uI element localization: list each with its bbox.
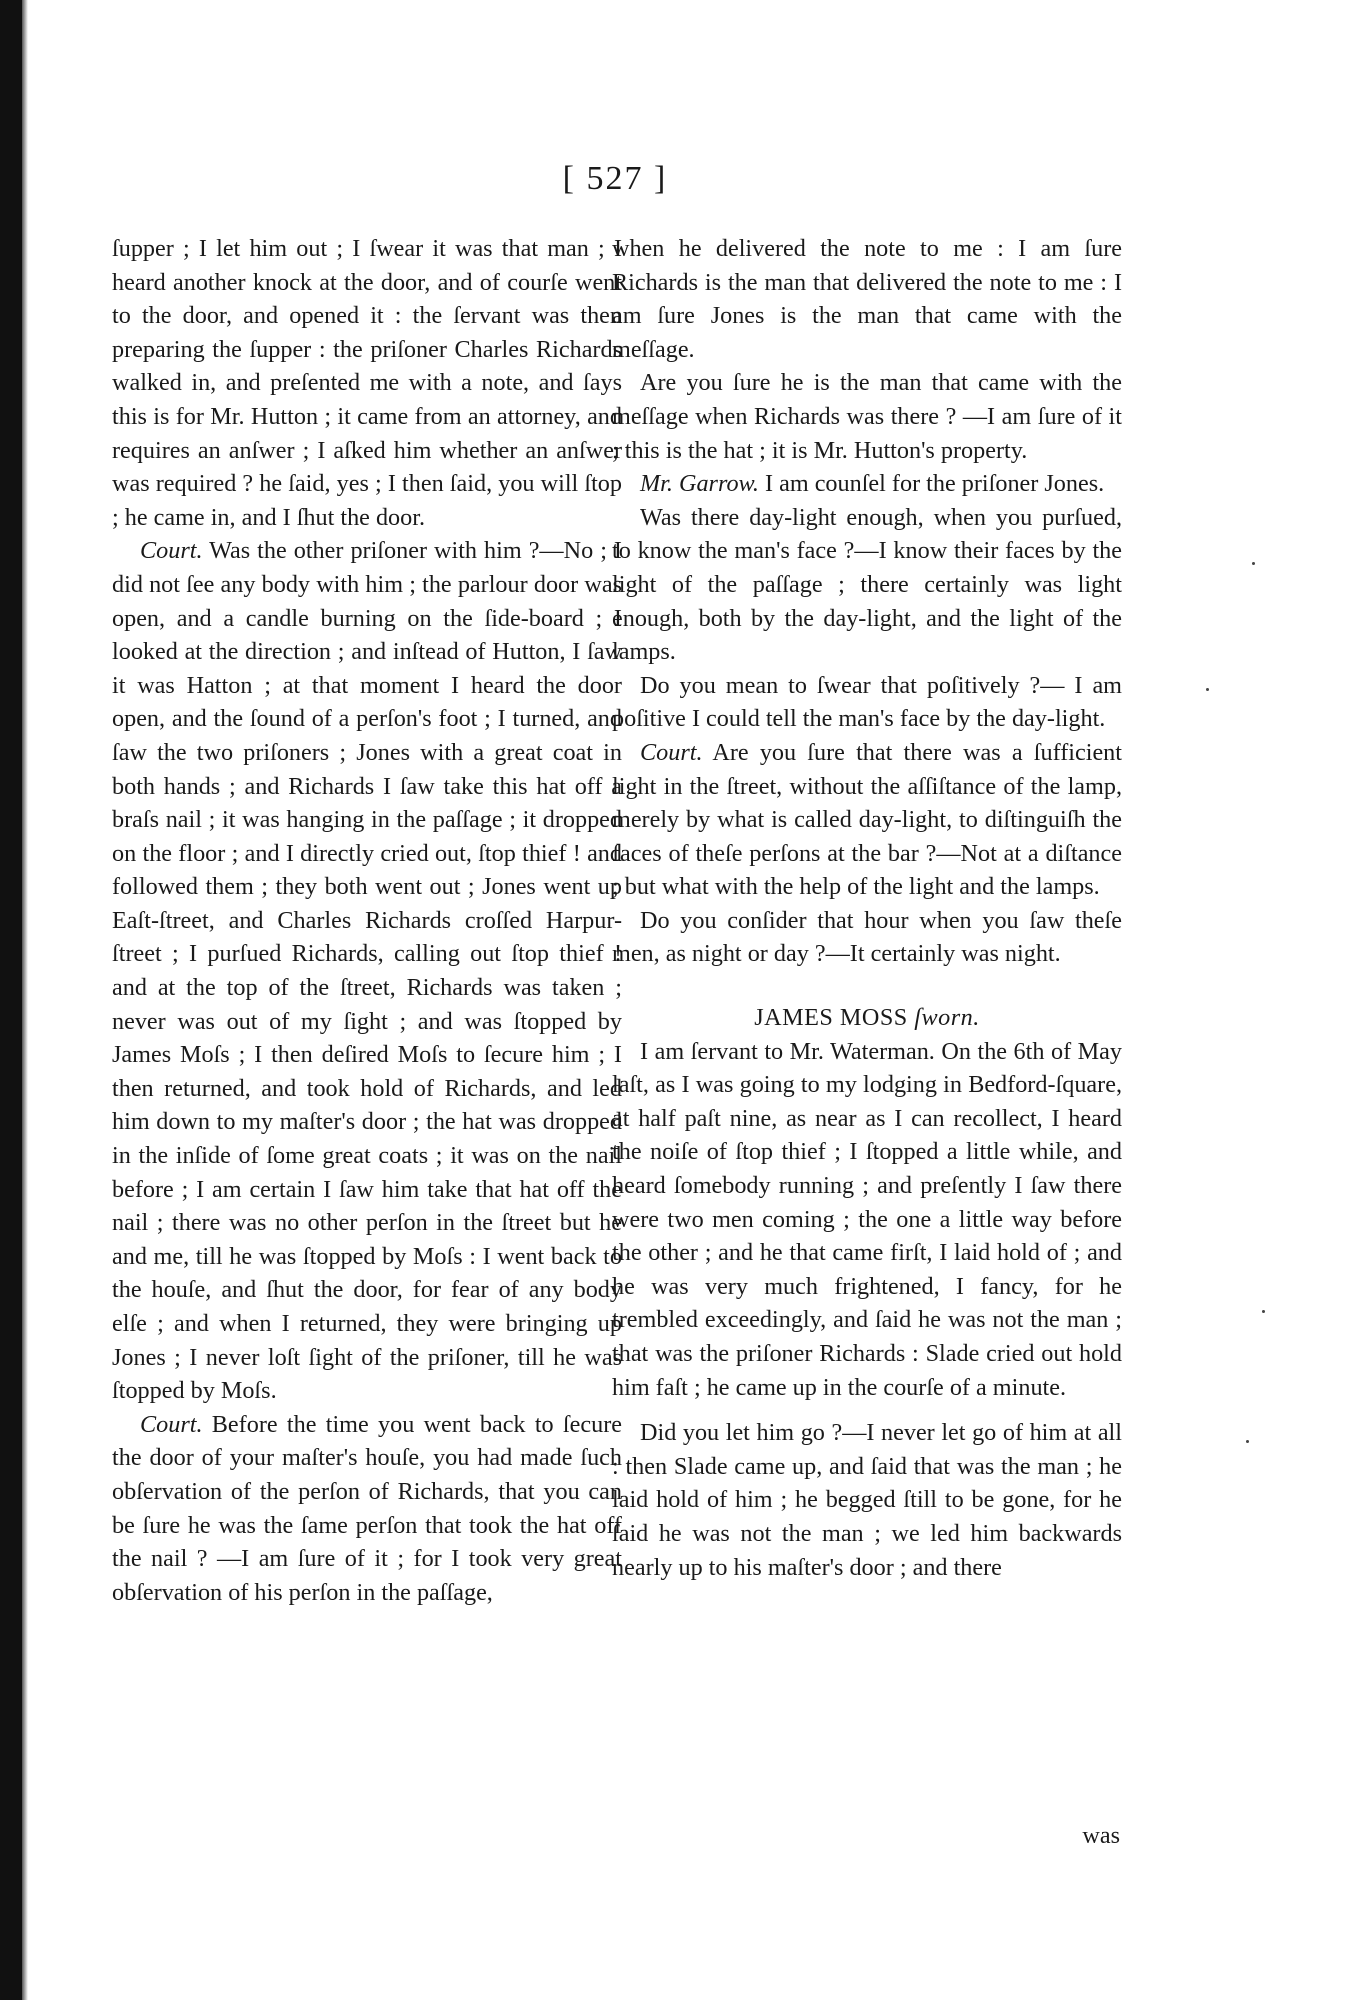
testimony-paragraph: Do you conſider that hour when you ſaw theſe men, as night or day ?—It certainly was night.	[612, 906, 1122, 968]
witness-name: JAMES MOSS	[754, 1004, 908, 1032]
page-number: [ 527 ]	[562, 160, 668, 197]
testimony-paragraph: Are you ſure he is the man that came with the meſſage when Richards was there ? —I am ſure of it ; this is the hat ; it is Mr. Hutton's property.	[612, 369, 1122, 464]
testimony-paragraph: when he delivered the note to me : I am ſure Richards is the man that delivered the note to me : I am ſure Jones is the man that came with the meſſage.	[612, 235, 1122, 363]
testimony-paragraph: Did you let him go ?—I never let go of him at all : then Slade came up, and ſaid that was the man ; he laid hold of him ; he begged ſtill to be gone, for he ſaid he was not the man ; we led him backwards nearly up to his maſter's door ; and there	[612, 1419, 1122, 1581]
speaker-label: Court.	[140, 537, 203, 565]
testimony-paragraph: Do you mean to ſwear that poſitively ?— I am poſitive I could tell the man's face by the day-light.	[612, 671, 1122, 733]
testimony-text: Was the other priſoner with him ?—No ; I did not ſee any body with him ; the parlour door was open, and a candle burning on the ſide-board ; I looked at the direction ; and inſtead of Hutton, I ſaw it was Hatton ; at that moment I heard the door open, and the ſound of a perſon's foot ; I turned, and ſaw the two priſoners ; Jones with a great coat in both hands ; and Richards I ſaw take this hat off a braſs nail ; it was hanging in the paſſage ; it dropped on the floor ; and I directly cried out, ſtop thief ! and followed them ; they both went out ; Jones went up Eaſt-ſtreet, and Charles Richards croſſed Harpur-ſtreet ; I purſued Richards, calling out ſtop thief ! and at the top of the ſtreet, Richards was taken ; never was out of my ſight ; and was ſtopped by James Moſs ; I then deſired Moſs to ſecure him ; I then returned, and took hold of Richards, and led him down to my maſter's door ; the hat was dropped in the inſide of ſome great coats ; it was on the nail before ; I am certain I ſaw him take that hat off the nail ; there was no other perſon in the ſtreet but he and me, till he was ſtopped by Moſs : I went back to the houſe, and ſhut the door, for fear of any body elſe ; and when I returned, they were bringing up Jones ; I never loſt ſight of the priſoner, till he was ſtopped by Moſs.	[112, 537, 622, 1405]
ink-speck	[1246, 1440, 1249, 1443]
testimony-paragraph	[612, 467, 1122, 501]
witness-sworn-label: ſworn.	[907, 1004, 980, 1032]
ink-speck	[1252, 562, 1255, 565]
book-spine-edge	[22, 0, 28, 2000]
speaker-label: Court.	[140, 1410, 203, 1438]
speaker-label: Mr. Garrow.	[640, 470, 759, 498]
testimony-paragraph	[612, 736, 1122, 904]
speaker-label: Court.	[640, 738, 703, 766]
ink-speck	[1262, 1310, 1265, 1313]
witness-heading	[612, 1001, 1122, 1035]
testimony-text: Before the time you went back to ſecure the door of your maſter's houſe, you had made ſuch obſervation of the perſon of Richards, that you can be ſure he was the ſame perſon that took the hat off the nail ? —I am ſure of it ; for I took very great obſervation of his perſon in the paſſage,	[112, 1410, 622, 1606]
testimony-paragraph	[112, 534, 622, 1407]
testimony-paragraph	[112, 1408, 622, 1610]
testimony-paragraph: ſupper ; I let him out ; I ſwear it was that man ; I heard another knock at the door, and of courſe went to the door, and opened it : the ſervant was then preparing the ſupper : the priſoner Charles Richards walked in, and preſented me with a note, and ſays this is for Mr. Hutton ; it came from an attorney, and requires an anſwer ; I aſked him whether an anſwer was required ? he ſaid, yes ; I then ſaid, you will ſtop ; he came in, and I ſhut the door.	[112, 235, 622, 531]
catchword: was	[1082, 1822, 1120, 1849]
testimony-paragraph: I am ſervant to Mr. Waterman. On the 6th of May laſt, as I was going to my lodging in Bedford-ſquare, at half paſt nine, as near as I can recollect, I heard the noiſe of ſtop thief ; I ſtopped a little while, and heard ſomebody running ; and preſently I ſaw there were two men coming ; the one a little way before the other ; and he that came firſt, I laid hold of ; and he was very much frightened, I fancy, for he trembled exceedingly, and ſaid he was not the man ; that was the priſoner Richards : Slade cried out hold him faſt ; he came up in the courſe of a minute.	[612, 1037, 1122, 1401]
left-column	[112, 232, 622, 1609]
testimony-text: I am counſel for the priſoner Jones.	[758, 470, 1105, 498]
right-column	[612, 232, 1122, 1584]
ink-speck	[1206, 688, 1209, 691]
testimony-paragraph: Was there day-light enough, when you purſued, to know the man's face ?—I know their faces by the light of the paſſage ; there certainly was light enough, both by the day-light, and the light of the lamps.	[612, 503, 1122, 666]
testimony-text: Are you ſure that there was a ſufficient light in the ſtreet, without the aſſiſtance of the lamp, merely by what is called day-light, to diſtinguiſh the faces of theſe perſons at the bar ?—Not at a diſtance ; but what with the help of the light and the lamps.	[612, 738, 1122, 901]
book-spine-shadow	[0, 0, 22, 2000]
